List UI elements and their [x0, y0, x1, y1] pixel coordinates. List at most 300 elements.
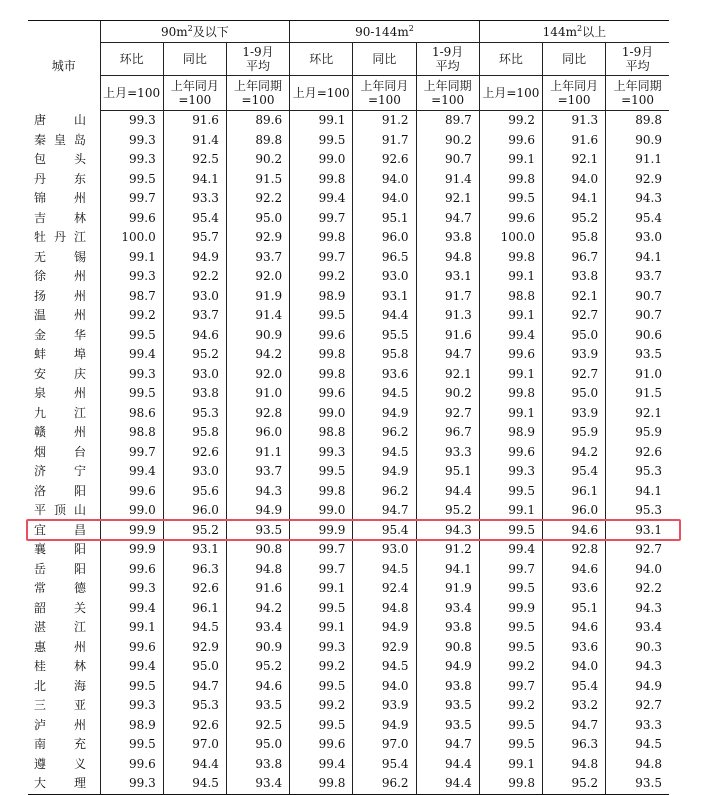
- base-header-0: 上月=100: [100, 76, 163, 111]
- value-cell: 99.7: [479, 560, 542, 580]
- value-cell: 95.3: [606, 501, 669, 521]
- value-cell: 99.5: [479, 716, 542, 736]
- value-cell: 89.8: [226, 131, 289, 151]
- value-cell: 96.2: [353, 774, 416, 794]
- value-cell: 92.6: [353, 150, 416, 170]
- value-cell: 95.4: [353, 521, 416, 541]
- value-cell: 99.7: [290, 560, 353, 580]
- value-cell: 94.1: [416, 560, 479, 580]
- value-cell: 90.8: [416, 638, 479, 658]
- value-cell: 92.2: [163, 267, 226, 287]
- value-cell: 99.9: [100, 540, 163, 560]
- value-cell: 99.7: [479, 677, 542, 697]
- value-cell: 98.8: [479, 287, 542, 307]
- value-cell: 94.3: [606, 189, 669, 209]
- value-cell: 90.6: [606, 326, 669, 346]
- value-cell: 91.4: [416, 170, 479, 190]
- value-cell: 93.5: [606, 345, 669, 365]
- value-cell: 99.1: [290, 618, 353, 638]
- value-cell: 99.3: [100, 696, 163, 716]
- value-cell: 94.7: [416, 345, 479, 365]
- group-header-small: $90m^2$及以下: [100, 21, 290, 43]
- value-cell: 92.7: [542, 306, 605, 326]
- value-cell: 99.7: [290, 209, 353, 229]
- value-cell: 99.4: [290, 755, 353, 775]
- value-cell: 99.4: [100, 657, 163, 677]
- value-cell: 99.7: [100, 443, 163, 463]
- value-cell: 91.1: [606, 150, 669, 170]
- city-cell: 惠 州: [34, 639, 86, 654]
- table-row: [28, 774, 669, 794]
- value-cell: 95.0: [226, 209, 289, 229]
- value-cell: 99.0: [290, 404, 353, 424]
- base-header-2: 上年同期 =100: [416, 76, 479, 111]
- base-header-1: 上年同月 =100: [353, 76, 416, 111]
- value-cell: 95.9: [542, 423, 605, 443]
- value-cell: 92.4: [353, 579, 416, 599]
- city-cell: 大 理: [28, 774, 100, 794]
- value-cell: 92.6: [163, 443, 226, 463]
- table-row: [28, 482, 669, 502]
- value-cell: 94.0: [606, 560, 669, 580]
- value-cell: 99.3: [100, 579, 163, 599]
- value-cell: 93.9: [353, 696, 416, 716]
- table-row: [28, 599, 669, 619]
- value-cell: 92.9: [226, 228, 289, 248]
- value-cell: 99.0: [290, 501, 353, 521]
- value-cell: 89.7: [416, 111, 479, 131]
- table-row: [28, 131, 669, 151]
- value-cell: 93.1: [606, 521, 669, 541]
- value-cell: 94.7: [542, 716, 605, 736]
- value-cell: 99.3: [100, 131, 163, 151]
- table-row: [28, 189, 669, 209]
- value-cell: 91.6: [226, 579, 289, 599]
- value-cell: 93.5: [416, 716, 479, 736]
- value-cell: 96.5: [353, 248, 416, 268]
- value-cell: 99.6: [479, 345, 542, 365]
- table-row: [28, 111, 669, 131]
- value-cell: 90.9: [606, 131, 669, 151]
- value-cell: 94.1: [606, 482, 669, 502]
- value-cell: 93.1: [416, 267, 479, 287]
- group-header-large: $144m^2$以上: [479, 21, 669, 43]
- value-cell: 95.4: [542, 462, 605, 482]
- value-cell: 95.2: [542, 209, 605, 229]
- value-cell: 99.5: [479, 618, 542, 638]
- value-cell: 93.5: [226, 521, 289, 541]
- value-cell: 95.8: [542, 228, 605, 248]
- city-cell: 泉 州: [34, 386, 86, 401]
- city-cell: 宜 昌: [34, 522, 86, 537]
- value-cell: 96.1: [542, 482, 605, 502]
- value-cell: 90.7: [416, 150, 479, 170]
- value-cell: 94.9: [226, 501, 289, 521]
- value-cell: 93.3: [416, 443, 479, 463]
- value-cell: 95.1: [416, 462, 479, 482]
- value-cell: 95.2: [163, 345, 226, 365]
- sub-header-0: 环比: [290, 43, 353, 76]
- value-cell: 99.8: [479, 170, 542, 190]
- value-cell: 94.0: [353, 189, 416, 209]
- city-cell: 韶 关: [34, 600, 86, 615]
- value-cell: 95.2: [542, 774, 605, 794]
- value-cell: 96.0: [226, 423, 289, 443]
- value-cell: 99.6: [479, 209, 542, 229]
- value-cell: 92.1: [416, 189, 479, 209]
- value-cell: 91.6: [416, 326, 479, 346]
- value-cell: 99.4: [290, 189, 353, 209]
- value-cell: 94.0: [542, 170, 605, 190]
- value-cell: 91.3: [416, 306, 479, 326]
- value-cell: 99.1: [479, 404, 542, 424]
- value-cell: 99.7: [100, 189, 163, 209]
- value-cell: 94.6: [542, 560, 605, 580]
- table-row: [28, 501, 669, 521]
- base-header-2: 上年同期 =100: [226, 76, 289, 111]
- city-cell: 金 华: [34, 327, 86, 342]
- table-row: [28, 716, 669, 736]
- city-cell: 唐 山: [34, 113, 86, 127]
- value-cell: 93.0: [163, 287, 226, 307]
- value-cell: 99.8: [290, 774, 353, 794]
- city-cell: 济 宁: [34, 464, 86, 479]
- city-cell: 三 亚: [34, 698, 86, 713]
- table-row: [28, 228, 669, 248]
- value-cell: 95.5: [353, 326, 416, 346]
- value-cell: 91.9: [416, 579, 479, 599]
- value-cell: 94.5: [353, 443, 416, 463]
- value-cell: 95.1: [353, 209, 416, 229]
- value-cell: 96.0: [542, 501, 605, 521]
- value-cell: 94.0: [353, 677, 416, 697]
- value-cell: 94.5: [353, 560, 416, 580]
- value-cell: 99.4: [100, 345, 163, 365]
- value-cell: 91.5: [606, 384, 669, 404]
- table-row: [28, 345, 669, 365]
- base-header-2: 上年同期 =100: [606, 76, 669, 111]
- value-cell: 92.6: [606, 443, 669, 463]
- value-cell: 95.1: [542, 599, 605, 619]
- value-cell: 90.9: [226, 638, 289, 658]
- value-cell: 94.2: [226, 345, 289, 365]
- value-cell: 95.4: [606, 209, 669, 229]
- table-row: [28, 170, 669, 190]
- city-cell: 牡 丹 江: [34, 230, 86, 245]
- value-cell: 92.2: [606, 579, 669, 599]
- value-cell: 95.0: [542, 384, 605, 404]
- value-cell: 98.9: [479, 423, 542, 443]
- value-cell: 99.1: [479, 501, 542, 521]
- value-cell: 94.4: [416, 774, 479, 794]
- value-cell: 93.8: [542, 267, 605, 287]
- value-cell: 92.7: [542, 365, 605, 385]
- value-cell: 99.5: [290, 306, 353, 326]
- value-cell: 90.9: [226, 326, 289, 346]
- value-cell: 94.5: [353, 384, 416, 404]
- city-cell: 无 锡: [34, 249, 86, 264]
- city-cell: 温 州: [34, 308, 86, 323]
- value-cell: 93.1: [353, 287, 416, 307]
- value-cell: 99.5: [100, 326, 163, 346]
- value-cell: 94.6: [163, 326, 226, 346]
- table-row: [28, 462, 669, 482]
- group-header-medium: $90-144m^2$: [290, 21, 480, 43]
- value-cell: 99.3: [100, 150, 163, 170]
- value-cell: 99.5: [100, 384, 163, 404]
- value-cell: 91.6: [542, 131, 605, 151]
- value-cell: 91.2: [416, 540, 479, 560]
- city-cell: 蚌 埠: [34, 347, 86, 362]
- value-cell: 99.1: [479, 267, 542, 287]
- value-cell: 98.7: [100, 287, 163, 307]
- value-cell: 94.0: [542, 657, 605, 677]
- value-cell: 99.0: [100, 501, 163, 521]
- city-cell: 包 头: [34, 152, 86, 167]
- value-cell: 95.7: [163, 228, 226, 248]
- value-cell: 93.6: [542, 579, 605, 599]
- value-cell: 94.7: [353, 501, 416, 521]
- base-header-1: 上年同月 =100: [163, 76, 226, 111]
- table-row: [28, 657, 669, 677]
- value-cell: 92.1: [416, 365, 479, 385]
- base-header-row: [28, 76, 669, 111]
- value-cell: 90.2: [226, 150, 289, 170]
- value-cell: 99.2: [290, 696, 353, 716]
- value-cell: 95.2: [163, 521, 226, 541]
- value-cell: 99.5: [100, 677, 163, 697]
- city-cell: 秦 皇 岛: [34, 132, 86, 147]
- value-cell: 94.3: [606, 599, 669, 619]
- value-cell: 93.6: [353, 365, 416, 385]
- city-cell: 平 顶 山: [34, 503, 86, 518]
- value-cell: 99.5: [479, 189, 542, 209]
- value-cell: 99.1: [479, 755, 542, 775]
- value-cell: 94.5: [606, 735, 669, 755]
- value-cell: 92.9: [606, 170, 669, 190]
- value-cell: 93.3: [606, 716, 669, 736]
- value-cell: 94.8: [416, 248, 479, 268]
- value-cell: 92.9: [163, 638, 226, 658]
- value-cell: 91.7: [353, 131, 416, 151]
- value-cell: 99.3: [100, 267, 163, 287]
- value-cell: 95.3: [163, 404, 226, 424]
- value-cell: 99.5: [290, 131, 353, 151]
- value-cell: 96.1: [163, 599, 226, 619]
- value-cell: 98.6: [100, 404, 163, 424]
- city-cell: 南 充: [34, 737, 86, 752]
- value-cell: 90.3: [606, 638, 669, 658]
- value-cell: 91.6: [163, 111, 226, 131]
- value-cell: 99.5: [479, 638, 542, 658]
- sub-header-1: 同比: [542, 43, 605, 76]
- value-cell: 94.7: [416, 209, 479, 229]
- value-cell: 92.6: [163, 716, 226, 736]
- sub-header-0: 环比: [479, 43, 542, 76]
- value-cell: 91.9: [226, 287, 289, 307]
- sub-header-1: 同比: [163, 43, 226, 76]
- value-cell: 94.8: [606, 755, 669, 775]
- value-cell: 94.8: [226, 560, 289, 580]
- value-cell: 94.7: [416, 735, 479, 755]
- value-cell: 94.9: [353, 404, 416, 424]
- value-cell: 94.8: [353, 599, 416, 619]
- value-cell: 94.5: [163, 774, 226, 794]
- value-cell: 90.7: [606, 287, 669, 307]
- value-cell: 93.8: [226, 755, 289, 775]
- value-cell: 95.4: [163, 209, 226, 229]
- value-cell: 92.5: [226, 716, 289, 736]
- value-cell: 92.2: [226, 189, 289, 209]
- value-cell: 93.8: [416, 228, 479, 248]
- table-row: [28, 579, 669, 599]
- base-header-0: 上月=100: [290, 76, 353, 111]
- table-row: [28, 248, 669, 268]
- table-row: [28, 365, 669, 385]
- value-cell: 95.2: [226, 657, 289, 677]
- value-cell: 92.6: [163, 579, 226, 599]
- value-cell: 99.3: [100, 365, 163, 385]
- value-cell: 96.2: [353, 423, 416, 443]
- value-cell: 95.8: [163, 423, 226, 443]
- city-cell: 烟 台: [34, 444, 86, 459]
- value-cell: 95.4: [353, 755, 416, 775]
- sub-header-1: 同比: [353, 43, 416, 76]
- value-cell: 93.4: [416, 599, 479, 619]
- value-cell: 99.1: [479, 365, 542, 385]
- value-cell: 99.8: [290, 482, 353, 502]
- value-cell: 95.8: [353, 345, 416, 365]
- value-cell: 99.6: [100, 638, 163, 658]
- value-cell: 99.1: [479, 150, 542, 170]
- value-cell: 99.6: [290, 735, 353, 755]
- city-cell: 常 德: [34, 581, 86, 596]
- value-cell: 99.7: [290, 248, 353, 268]
- value-cell: 95.0: [542, 326, 605, 346]
- value-cell: 99.5: [479, 521, 542, 541]
- city-cell: 襄 阳: [34, 542, 86, 557]
- value-cell: 91.4: [226, 306, 289, 326]
- table-row: [28, 306, 669, 326]
- table-row: [28, 326, 669, 346]
- value-cell: 99.5: [479, 579, 542, 599]
- value-cell: 93.9: [542, 345, 605, 365]
- table-row: [28, 521, 669, 541]
- value-cell: 92.9: [353, 638, 416, 658]
- value-cell: 99.5: [290, 716, 353, 736]
- value-cell: 94.3: [416, 521, 479, 541]
- value-cell: 99.8: [479, 774, 542, 794]
- value-cell: 91.1: [226, 443, 289, 463]
- price-index-table: [28, 20, 669, 795]
- value-cell: 93.5: [606, 774, 669, 794]
- city-cell: 吉 林: [34, 210, 86, 225]
- value-cell: 99.2: [479, 657, 542, 677]
- table-body: [28, 111, 669, 795]
- value-cell: 90.7: [606, 306, 669, 326]
- value-cell: 93.7: [606, 267, 669, 287]
- value-cell: 97.0: [353, 735, 416, 755]
- table-row: [28, 677, 669, 697]
- value-cell: 99.8: [479, 248, 542, 268]
- value-cell: 99.2: [479, 111, 542, 131]
- value-cell: 92.0: [226, 365, 289, 385]
- value-cell: 93.4: [226, 618, 289, 638]
- value-cell: 89.6: [226, 111, 289, 131]
- value-cell: 99.4: [479, 540, 542, 560]
- table-header: [28, 21, 669, 111]
- value-cell: 96.3: [163, 560, 226, 580]
- value-cell: 93.0: [163, 365, 226, 385]
- sub-header-2: 1-9月 平均: [226, 43, 289, 76]
- value-cell: 92.1: [542, 150, 605, 170]
- value-cell: 100.0: [100, 228, 163, 248]
- table-row: [28, 443, 669, 463]
- value-cell: 99.3: [100, 111, 163, 131]
- value-cell: 98.9: [100, 716, 163, 736]
- value-cell: 99.4: [100, 599, 163, 619]
- value-cell: 99.1: [100, 248, 163, 268]
- value-cell: 96.7: [542, 248, 605, 268]
- value-cell: 98.9: [290, 287, 353, 307]
- value-cell: 99.1: [290, 579, 353, 599]
- value-cell: 94.4: [163, 755, 226, 775]
- value-cell: 94.4: [416, 482, 479, 502]
- value-cell: 92.1: [606, 404, 669, 424]
- value-cell: 95.0: [226, 735, 289, 755]
- value-cell: 91.5: [226, 170, 289, 190]
- table-row: [28, 404, 669, 424]
- value-cell: 99.5: [290, 599, 353, 619]
- value-cell: 94.7: [163, 677, 226, 697]
- value-cell: 93.8: [416, 677, 479, 697]
- value-cell: 94.6: [542, 618, 605, 638]
- value-cell: 93.0: [163, 462, 226, 482]
- table-row: [28, 150, 669, 170]
- value-cell: 90.2: [416, 384, 479, 404]
- value-cell: 90.8: [226, 540, 289, 560]
- value-cell: 93.8: [416, 618, 479, 638]
- value-cell: 92.8: [542, 540, 605, 560]
- city-cell: 湛 江: [34, 620, 86, 635]
- value-cell: 92.7: [606, 540, 669, 560]
- value-cell: 99.1: [290, 111, 353, 131]
- value-cell: 99.5: [479, 735, 542, 755]
- table-row: [28, 540, 669, 560]
- table-row: [28, 267, 669, 287]
- city-cell: 洛 阳: [34, 483, 86, 498]
- value-cell: 94.9: [606, 677, 669, 697]
- value-cell: 92.1: [542, 287, 605, 307]
- value-cell: 96.3: [542, 735, 605, 755]
- value-cell: 99.6: [479, 131, 542, 151]
- value-cell: 99.9: [479, 599, 542, 619]
- base-header-0: 上月=100: [479, 76, 542, 111]
- city-cell: 九 江: [34, 405, 86, 420]
- value-cell: 99.3: [290, 443, 353, 463]
- value-cell: 91.7: [416, 287, 479, 307]
- value-cell: 94.5: [353, 657, 416, 677]
- value-cell: 91.2: [353, 111, 416, 131]
- value-cell: 93.6: [542, 638, 605, 658]
- value-cell: 90.2: [416, 131, 479, 151]
- value-cell: 93.9: [542, 404, 605, 424]
- value-cell: 99.3: [100, 774, 163, 794]
- value-cell: 99.2: [290, 267, 353, 287]
- value-cell: 92.7: [416, 404, 479, 424]
- value-cell: 94.1: [163, 170, 226, 190]
- value-cell: 96.7: [416, 423, 479, 443]
